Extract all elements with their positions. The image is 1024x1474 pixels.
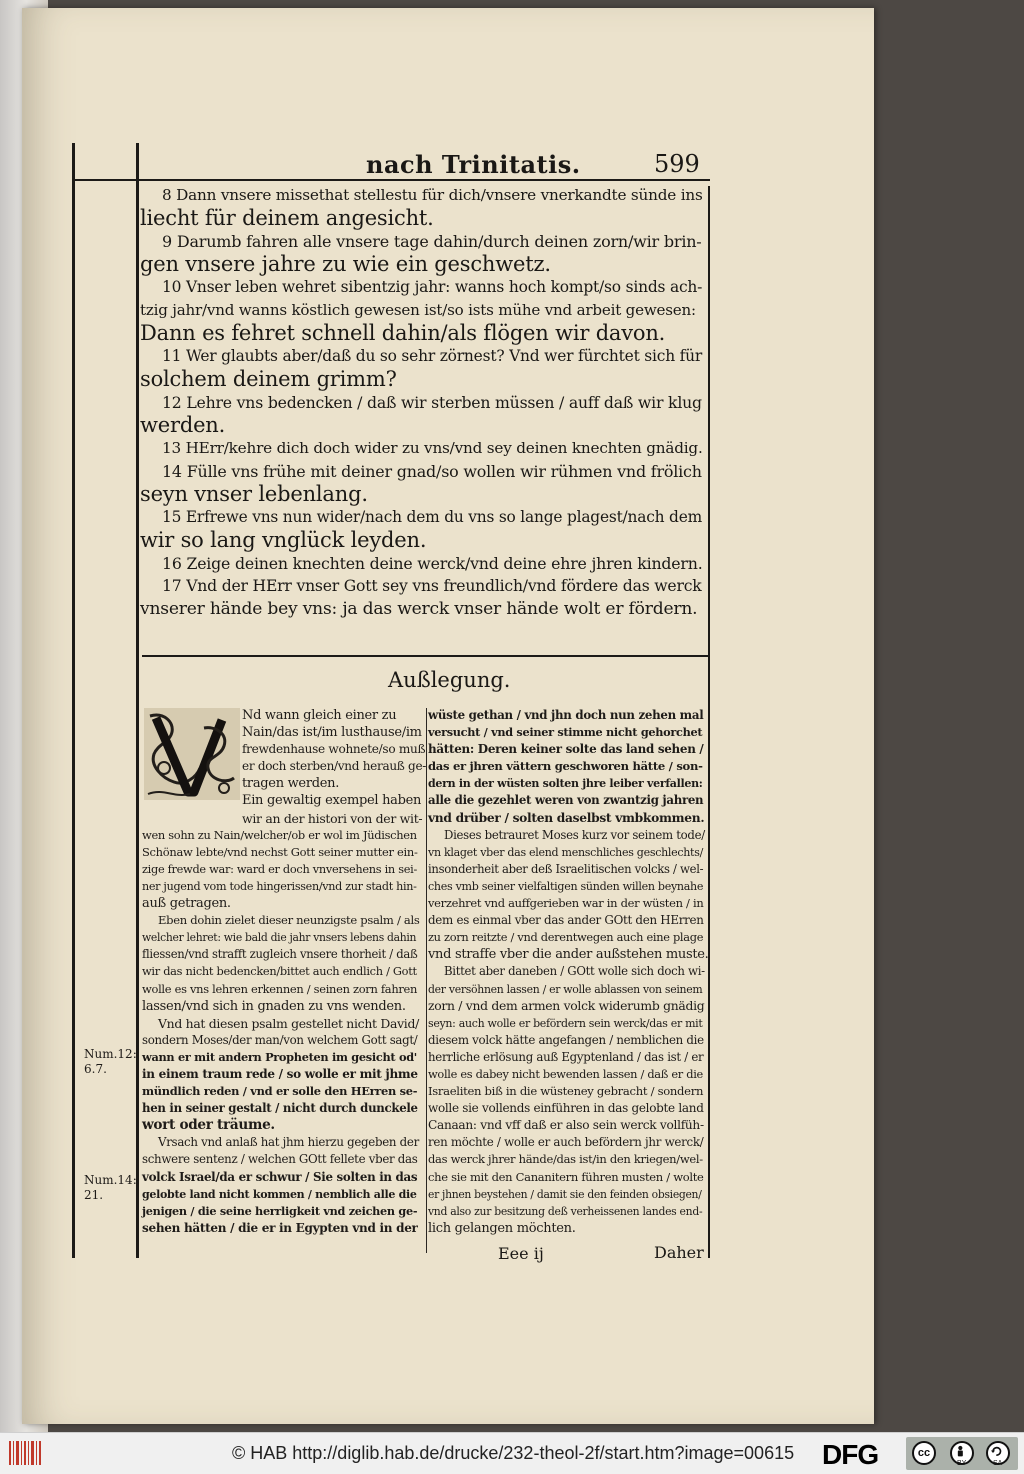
cc-license-badge[interactable]: [906, 1437, 1018, 1470]
commentary-line: diesem volck hätte angefangen / nemblichen die: [428, 1032, 704, 1047]
decorated-initial-v: [144, 708, 240, 800]
commentary-line: ner jugend vom tode hingerissen/vnd zur stadt hin-: [142, 879, 417, 893]
commentary-line: volck Israel/da er schwur / Sie solten in das: [142, 1169, 418, 1184]
commentary-line: wann er mit andern Propheten im gesicht od': [142, 1049, 417, 1064]
commentary-line: jenigen / die seine herrligkeit vnd zeichen ge-: [142, 1203, 418, 1218]
commentary-line: er doch sterben/vnd herauß ge-: [242, 759, 427, 774]
marginal-note-line: Num.14:: [84, 1173, 137, 1187]
psalm-line: seyn vnser lebenlang.: [140, 482, 368, 506]
commentary-line: wir an der histori von der wit-: [242, 810, 423, 826]
hab-barcode-logo: [8, 1441, 42, 1465]
scanned-page: [22, 8, 874, 1424]
commentary-line: lassen/vnd sich in gnaden zu vns wenden.: [142, 998, 406, 1014]
commentary-line: Eben dohin zielet dieser neunzigste psalm / als: [158, 913, 420, 928]
psalm-line: 11 Wer glaubts aber/daß du so sehr zörnest? Vnd wer fürchtet sich für: [162, 347, 703, 365]
commentary-line: dem es einmal vber das ander GOtt den HErren: [428, 913, 704, 928]
commentary-line: tragen werden.: [242, 776, 340, 792]
commentary-line: wüste gethan / vnd jhn doch nun zehen mal: [428, 708, 704, 722]
commentary-line: Bittet aber daneben / GOtt wolle sich doch wi-: [444, 964, 705, 979]
psalm-line: 13 HErr/kehre dich doch wider zu vns/vnd sey deinen knechten gnädig.: [162, 439, 703, 457]
header-rule: [72, 179, 710, 181]
folio-number: 599: [654, 150, 700, 178]
psalm-line: tzig jahr/vnd wanns köstlich gewesen ist/so ists mühe vnd arbeit gewesen:: [140, 301, 696, 319]
commentary-line: frewdenhause wohnete/so muß: [242, 742, 426, 757]
commentary-right-column: [428, 707, 710, 1237]
commentary-line: wolle es dabey nicht bewenden lassen / daß er die: [428, 1066, 703, 1081]
commentary-line: in einem traum rede / so wolle er mit jhme: [142, 1066, 418, 1081]
running-head: nach Trinitatis.: [366, 150, 581, 179]
commentary-line: der versöhnen lassen / er wolle ablassen von seinem: [428, 982, 703, 996]
commentary-line: dern in der wüsten solten jhre leiber verfallen:: [428, 777, 703, 791]
psalm-line: 9 Darumb fahren alle vnsere tage dahin/durch deinen zorn/wir brin-: [162, 232, 702, 251]
commentary-line: auß getragen.: [142, 896, 231, 912]
commentary-line: das er jhren vättern geschworen hätte / son-: [428, 759, 703, 774]
marginal-note-line: 21.: [84, 1188, 104, 1202]
psalm-line: liecht für deinem angesicht.: [140, 206, 434, 230]
commentary-line: Israeliten biß in die wüsteney gebracht / sondern: [428, 1084, 704, 1099]
commentary-line: che sie mit den Cananitern führen musten / wolte: [428, 1169, 704, 1184]
hab-permalink[interactable]: © HAB http://diglib.hab.de/drucke/232-theol-2f/start.htm?image=00615: [232, 1443, 795, 1463]
commentary-line: vnd drüber / solten daselbst vmbkommen.: [428, 810, 705, 825]
commentary-line: mündlich reden / vnd er solle den HErren se-: [142, 1084, 418, 1099]
commentary-line: zige frewde war: ward er doch vnversehens in sei-: [142, 861, 417, 876]
marginal-note-num14: [84, 1173, 137, 1203]
commentary-line: das werck jhrer hände/das ist/in den kriegen/wel-: [428, 1152, 703, 1167]
commentary-line: versucht / vnd seiner stimme nicht gehorchet: [428, 725, 703, 740]
outer-margin-rule: [72, 143, 75, 1258]
commentary-line: hen in seiner gestalt / nicht durch dunckele: [142, 1101, 418, 1116]
commentary-line: wolle sie vollends einführen in das gelobte land: [428, 1101, 704, 1116]
cc-icon: cc: [912, 1441, 936, 1465]
commentary-line: welcher lehret: wie bald die jahr vnsers lebens dahin: [142, 931, 417, 945]
commentary-line: ches vmb seiner vielfaltigen sünden willen beynahe: [428, 879, 704, 893]
commentary-line: insonderheit aber deß Israelitischen volcks / wel-: [428, 861, 704, 876]
psalm-text: [140, 184, 706, 621]
commentary-line: Nain/das ist/im lusthause/im: [242, 725, 422, 741]
psalm-line: 16 Zeige deinen knechten deine werck/vnd deine ehre jhren kindern.: [162, 554, 703, 573]
commentary-line: vn klaget vber das elend menschliches geschlechts/: [428, 845, 703, 859]
by-label: BY: [957, 1460, 967, 1467]
psalm-line: solchem deinem grimm?: [140, 367, 397, 391]
psalm-line: wir so lang vnglück leyden.: [140, 528, 427, 552]
psalm-line: 12 Lehre vns bedencken / daß wir sterben müssen / auff daß wir klug: [162, 393, 702, 412]
section-rule: [142, 655, 710, 657]
psalm-line: vnserer hände bey vns: ja das werck vnser hände wolt er fördern.: [140, 599, 698, 619]
status-bar: [0, 1432, 1024, 1474]
psalm-line: werden.: [140, 413, 226, 437]
psalm-line: 14 Fülle vns frühe mit deiner gnad/so wollen wir rühmen vnd frölich: [162, 462, 702, 481]
section-title: Außlegung.: [388, 668, 511, 692]
inner-margin-rule: [136, 143, 139, 1258]
commentary-line: zorn / vnd dem armen volck widerumb gnädig: [428, 998, 705, 1013]
commentary-line: vnd also zur besitzung deß verheissenen landes end-: [428, 1204, 703, 1218]
commentary-line: er jhnen beystehen / damit sie den feinden obsiegen/: [428, 1187, 702, 1201]
commentary-line: Vrsach vnd anlaß hat jhm hierzu gegeben der: [158, 1135, 419, 1150]
commentary-line: wolle es vns lehren erkennen / seinen zorn fahren: [142, 981, 418, 996]
commentary-line: Schönaw lebte/vnd nechst Gott seiner mutter ein-: [142, 844, 418, 859]
commentary-line: vnd straffe vber die ander außstehen muste.: [428, 947, 709, 963]
marginal-note-line: Num.12:: [84, 1047, 137, 1061]
sa-label: SA: [993, 1460, 1003, 1467]
psalm-line: 10 Vnser leben wehret sibentzig jahr: wanns hoch kompt/so sinds ach-: [162, 278, 703, 296]
commentary-line: Ein gewaltig exempel haben: [242, 793, 422, 809]
commentary-line: fliessen/vnd strafft zugleich vnsere thorheit / daß: [142, 947, 418, 962]
commentary-line: Nd wann gleich einer zu: [242, 708, 397, 723]
commentary-line: wir das nicht bedencken/bittet auch endlich / Gott: [142, 964, 417, 979]
commentary-line: verzehret vnd auffgerieben war in der wüsten / in: [428, 896, 704, 911]
catchword: Daher: [654, 1243, 704, 1262]
psalm-line: 15 Erfrewe vns nun wider/nach dem du vns so lange plagest/nach dem: [162, 508, 703, 526]
commentary-line: wort oder träume.: [142, 1117, 275, 1134]
psalm-line: 8 Dann vnsere missethat stellestu für dich/vnsere vnerkandte sünde ins: [162, 186, 703, 204]
commentary-line: Canaan: vnd vff daß er also sein werck vollfüh-: [428, 1118, 704, 1133]
commentary-line: sondern Moses/der man/von welchem Gott sagt/: [142, 1032, 418, 1047]
commentary-line: Dieses betrauret Moses kurz vor seinem tode/: [444, 827, 705, 842]
commentary-line: hätten: Deren keiner solte das land sehen /: [428, 742, 704, 757]
commentary-line: herrliche erlösung auß Egyptenland / das ist / er: [428, 1049, 704, 1064]
commentary-line: gelobte land nicht kommen / nemblich alle die: [142, 1187, 417, 1201]
psalm-line: Dann es fehret schnell dahin/als flögen wir davon.: [140, 321, 666, 345]
commentary-line: sehen hätten / die er in Egypten vnd in der: [142, 1220, 418, 1235]
commentary-line: zu zorn reitzte / vnd derentwegen auch eine plage: [428, 930, 704, 945]
commentary-line: ren möchte / wolle er auch befördern jhr werck/: [428, 1135, 704, 1150]
commentary-line: Vnd hat diesen psalm gestellet nicht David/: [158, 1015, 419, 1031]
marginal-note-line: 6.7.: [84, 1062, 107, 1076]
psalm-line: 17 Vnd der HErr vnser Gott sey vns freundlich/vnd fördere das werck: [162, 577, 702, 595]
commentary-line: wen sohn zu Nain/welcher/ob er wol im Jüdischen: [142, 827, 417, 842]
commentary-line: lich gelangen möchten.: [428, 1220, 576, 1236]
commentary-line: alle die gezehlet weren von zwantzig jahren: [428, 793, 704, 808]
marginal-note-num12: [84, 1047, 137, 1077]
commentary-line: seyn: auch wolle er befördern sein werck/das er mit: [428, 1016, 703, 1030]
dfg-logo: DFG: [822, 1439, 879, 1470]
psalm-line: gen vnsere jahre zu wie ein geschwetz.: [140, 252, 551, 276]
commentary-line: schwere sentenz / welchen GOtt fellete vber das: [142, 1152, 418, 1167]
signature-mark: Eee ij: [498, 1244, 544, 1263]
column-divider: [426, 708, 427, 1253]
